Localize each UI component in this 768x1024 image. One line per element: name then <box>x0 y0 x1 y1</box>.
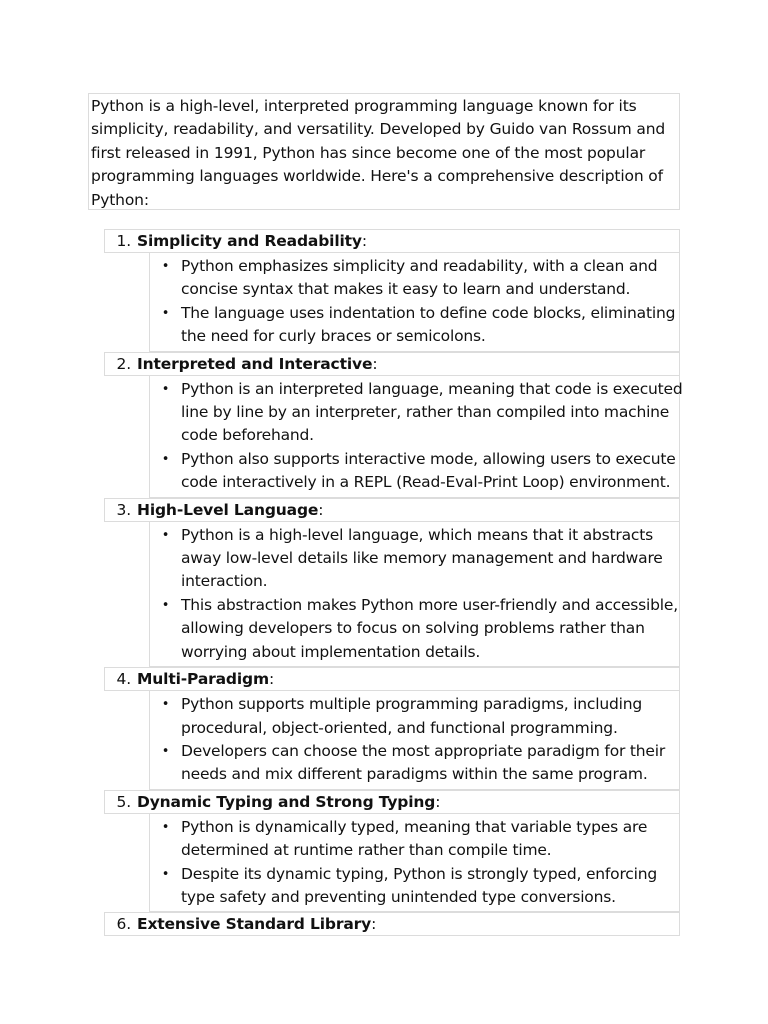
bullet-dot-icon: • <box>161 305 170 321</box>
bullet-text-line: the need for curly braces or semicolons. <box>181 327 486 346</box>
bullet-item <box>150 693 679 740</box>
bullet-dot-icon: • <box>161 819 170 835</box>
bullet-text-line: Python also supports interactive mode, allowing users to execute <box>181 449 676 468</box>
bullet-item <box>150 594 679 664</box>
list-item-heading <box>104 498 680 522</box>
list-item-title-text: High-Level Language <box>137 500 319 519</box>
bullet-list <box>149 522 680 667</box>
bullet-text-line: determined at runtime rather than compile time. <box>181 841 552 860</box>
numbered-list <box>104 229 683 936</box>
bullet-text-line: Despite its dynamic typing, Python is strongly typed, enforcing <box>181 864 657 883</box>
bullet-text-line: worrying about implementation details. <box>181 642 481 661</box>
bullet-text-line: The language uses indentation to define code blocks, eliminating <box>181 303 676 322</box>
intro-line: Python: <box>91 190 149 209</box>
list-item-number: 1. <box>116 232 131 250</box>
list-item-title <box>134 913 376 935</box>
list-item-colon: : <box>361 232 367 250</box>
list-item-number: 6. <box>116 915 131 934</box>
bullet-item <box>150 448 679 495</box>
bullet-text <box>181 302 675 349</box>
bullet-list <box>149 691 680 790</box>
list-item-title-text: Simplicity and Readability <box>137 232 362 250</box>
bullet-text-line: code interactively in a REPL (Read-Eval-Print Loop) environment. <box>181 473 671 492</box>
list-item-number: 4. <box>116 670 131 689</box>
list-item-colon: : <box>372 354 378 373</box>
bullet-text <box>181 740 665 787</box>
bullet-item <box>150 524 679 594</box>
list-item-heading <box>104 352 680 376</box>
bullet-text-line: Python is dynamically typed, meaning that variable types are <box>181 817 648 836</box>
bullet-dot-icon: • <box>161 451 170 467</box>
bullet-item <box>150 740 679 787</box>
intro-line: simplicity, readability, and versatility. Developed by Guido van Rossum and <box>91 120 666 139</box>
intro-line: Python is a high-level, interpreted programming language known for its <box>91 97 637 115</box>
list-item-heading <box>104 229 680 253</box>
bullet-item <box>150 863 679 910</box>
bullet-dot-icon: • <box>161 259 170 274</box>
list-item-colon: : <box>318 500 324 519</box>
list-item-title <box>134 791 440 813</box>
intro-line: first released in 1991, Python has since become one of the most popular <box>91 143 646 162</box>
bullet-text <box>181 594 678 664</box>
bullet-dot-icon: • <box>161 743 170 759</box>
intro-line: programming languages worldwide. Here's a comprehensive description of <box>91 167 663 186</box>
bullet-item <box>150 816 679 863</box>
bullet-list <box>149 814 680 913</box>
bullet-text <box>181 816 647 863</box>
intro-paragraph <box>88 93 680 210</box>
bullet-dot-icon: • <box>161 597 170 613</box>
list-item-title <box>134 668 274 690</box>
bullet-dot-icon: • <box>161 866 170 882</box>
bullet-text-line: needs and mix different paradigms within the same program. <box>181 765 648 784</box>
bullet-text-line: Developers can choose the most appropriate paradigm for their <box>181 741 665 760</box>
bullet-text-line: away low-level details like memory management and hardware <box>181 549 663 568</box>
bullet-item <box>150 302 679 349</box>
bullet-text-line: type safety and preventing unintended type conversions. <box>181 887 616 906</box>
list-item-title <box>134 353 377 375</box>
list-item-title <box>134 499 323 521</box>
bullet-text-line: line by line by an interpreter, rather than compiled into machine <box>181 403 670 422</box>
list-item-title-text: Interpreted and Interactive <box>137 354 373 373</box>
bullet-text-line: allowing developers to focus on solving problems rather than <box>181 619 645 638</box>
list-item-colon: : <box>269 670 275 689</box>
bullet-text-line: Python emphasizes simplicity and readability, with a clean and <box>181 257 658 275</box>
list-item-number: 2. <box>116 354 131 373</box>
bullet-text <box>181 863 657 910</box>
bullet-text <box>181 255 657 302</box>
bullet-text-line: Python is a high-level language, which means that it abstracts <box>181 525 653 544</box>
bullet-text-line: interaction. <box>181 572 268 591</box>
bullet-text <box>181 448 676 495</box>
list-item-title <box>134 230 367 252</box>
list-item-colon: : <box>435 792 441 811</box>
list-item-title-text: Multi-Paradigm <box>137 670 269 689</box>
list-item-title-text: Extensive Standard Library <box>137 915 372 934</box>
list-item-heading <box>104 912 680 936</box>
bullet-list <box>149 253 680 352</box>
bullet-text <box>181 693 642 740</box>
bullet-text <box>181 524 663 594</box>
bullet-list <box>149 376 683 498</box>
bullet-text-line: concise syntax that makes it easy to learn and understand. <box>181 280 631 299</box>
bullet-text-line: code beforehand. <box>181 426 314 445</box>
bullet-text <box>181 378 683 448</box>
bullet-item <box>150 378 683 448</box>
list-item-heading <box>104 667 680 691</box>
list-item-colon: : <box>371 915 377 934</box>
list-item-title-text: Dynamic Typing and Strong Typing <box>137 792 436 811</box>
bullet-dot-icon: • <box>161 697 170 713</box>
bullet-text-line: procedural, object-oriented, and functional programming. <box>181 718 618 737</box>
list-item-number: 5. <box>116 792 131 811</box>
bullet-dot-icon: • <box>161 381 170 397</box>
bullet-dot-icon: • <box>161 527 170 543</box>
bullet-text-line: Python supports multiple programming paradigms, including <box>181 695 642 714</box>
bullet-text-line: Python is an interpreted language, meaning that code is executed <box>181 379 683 398</box>
list-item-heading <box>104 790 680 814</box>
bullet-text-line: This abstraction makes Python more user-friendly and accessible, <box>181 595 678 614</box>
bullet-item <box>150 255 679 302</box>
list-item-number: 3. <box>116 500 131 519</box>
